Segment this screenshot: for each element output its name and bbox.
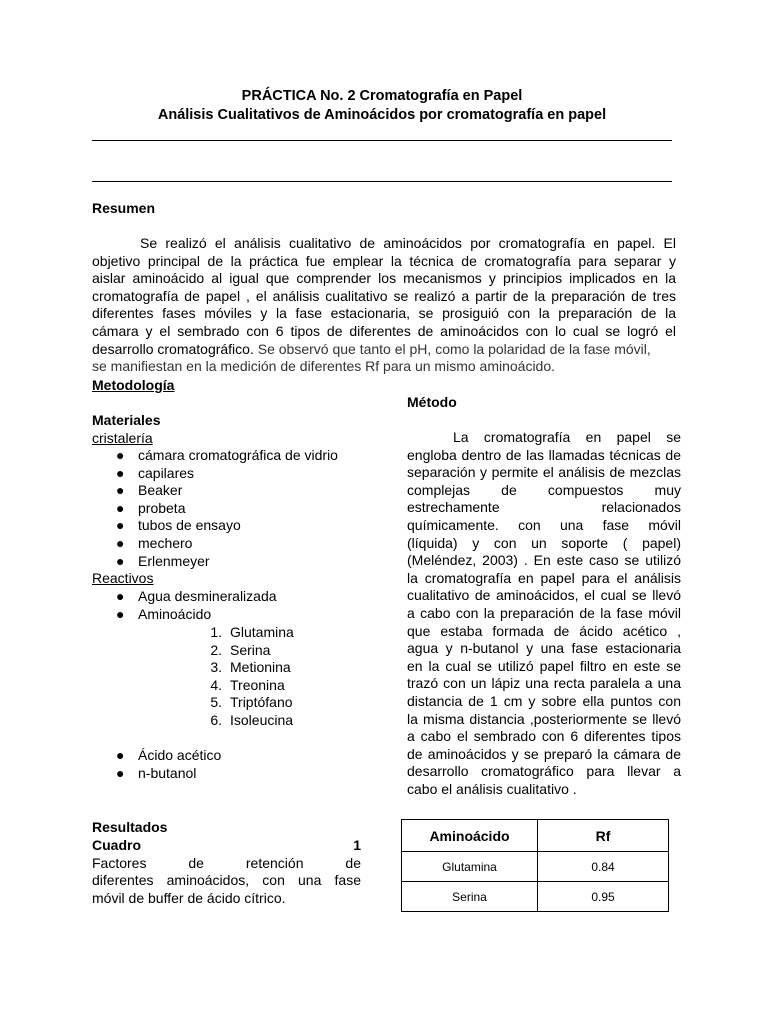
list-item <box>92 500 338 518</box>
list-item-label: Triptófano <box>230 694 293 711</box>
list-item <box>92 606 277 624</box>
list-item <box>92 747 221 765</box>
list-number: 5. <box>210 694 222 711</box>
reactivos-heading: Reactivos <box>92 570 154 586</box>
resultados-heading: Resultados <box>92 819 168 835</box>
paragraph-fragment: Se observó que tanto el pH, como la polaridad de la fase móvil, <box>253 340 651 357</box>
metodologia-heading: Metodología <box>92 377 175 393</box>
paragraph-line: la misma distancia ,posteriormente se llevó <box>407 710 681 727</box>
table-cell: Glutamina <box>402 852 538 882</box>
paragraph-line: agua y n-butanol y una fase estacionaria <box>407 640 681 657</box>
list-item <box>92 553 338 571</box>
list-item <box>92 482 338 500</box>
paragraph-line: la cromatografía en papel para el análisis <box>407 569 681 586</box>
table-cell: Serina <box>402 882 538 912</box>
resumen-heading: Resumen <box>92 200 156 216</box>
materiales-heading: Materiales <box>92 412 161 428</box>
list-item <box>92 447 338 465</box>
table-cell: 0.95 <box>538 882 669 912</box>
cuadro-label: Cuadro 1 <box>92 837 361 853</box>
paragraph-line: que estaba formada de ácido acético , <box>407 622 681 639</box>
bullet-icon: ● <box>116 747 125 763</box>
list-item-label: Ácido acético <box>138 747 222 763</box>
list-item-label: Aminoácido <box>138 605 212 622</box>
paragraph-line: químicamente. con una fase móvil <box>407 516 681 533</box>
list-item <box>200 712 294 730</box>
paragraph-line: objetivo principal de la práctica fue emplear la técnica de cromatografía para separar y <box>92 252 676 269</box>
list-item <box>200 677 294 695</box>
list-item <box>92 535 338 553</box>
aminoacidos-list <box>200 624 294 730</box>
paragraph-line: cromatografía de papel , el análisis cualitativo se realizó a partir de la preparación de tres <box>92 287 676 304</box>
paragraph-line: trazó con un lápiz una recta paralela a una <box>407 675 681 692</box>
resumen-paragraph <box>92 235 676 376</box>
bullet-icon: ● <box>116 605 125 622</box>
caption-fragment: Factores de retención de <box>92 854 361 871</box>
bullet-icon: ● <box>116 534 125 551</box>
cristaleria-list <box>92 447 338 570</box>
list-item-label: Agua desmineralizada <box>138 588 277 604</box>
paragraph-line: (Meléndez, 2003) . En este caso se utilizó <box>407 552 681 569</box>
bullet-icon: ● <box>116 499 125 516</box>
list-number: 2. <box>210 641 222 658</box>
paragraph-line: cámara y el sembrado con 6 tipos de diferentes de aminoácidos con lo cual se logró el <box>92 322 676 339</box>
list-item <box>92 765 221 783</box>
bullet-icon: ● <box>116 552 125 569</box>
list-item-label: Beaker <box>138 482 183 499</box>
list-item <box>92 588 277 606</box>
list-item <box>92 465 338 483</box>
paragraph-line: engloba dentro de las llamadas técnicas de <box>407 446 681 463</box>
table-cell: 0.84 <box>538 852 669 882</box>
bullet-icon: ● <box>116 464 125 481</box>
cristaleria-heading: cristalería <box>92 430 153 446</box>
bullet-icon: ● <box>116 588 125 604</box>
paragraph-line: aislar aminoácido al igual que comprender los mecanismos y principios implicados en la <box>92 270 676 287</box>
paragraph-line <box>92 341 676 359</box>
paragraph-line: complejas de compuestos muy <box>407 481 681 498</box>
bullet-icon: ● <box>116 482 125 499</box>
table-header-row <box>402 820 669 852</box>
list-item-label: n-butanol <box>138 764 197 781</box>
list-item-label: Erlenmeyer <box>138 552 210 569</box>
list-number: 4. <box>210 676 222 693</box>
list-item <box>200 624 294 642</box>
bullet-icon: ● <box>116 447 125 463</box>
table-row <box>402 852 669 882</box>
document-title: PRÁCTICA No. 2 Cromatografía en Papel <box>241 88 523 104</box>
table-row <box>402 882 669 912</box>
document-subtitle: Análisis Cualitativos de Aminoácidos por cromatografía en papel <box>157 107 607 123</box>
blank-rule-line <box>92 181 672 182</box>
paragraph-line: a cabo el sembrado con 6 diferentes tipos <box>407 728 681 745</box>
paragraph-line: diferentes fases móviles y la fase estacionaria, se prosiguió con la preparación de la <box>92 305 676 322</box>
metodo-heading: Método <box>407 394 457 410</box>
paragraph-line: distancia de 1 cm y sobre ella puntos con <box>407 692 681 709</box>
list-item-label: Isoleucina <box>230 711 294 728</box>
caption-line: diferentes aminoácidos, con una fase <box>92 872 361 889</box>
paragraph-line: La cromatografía en papel se <box>453 429 681 445</box>
list-item-label: capilares <box>138 464 195 481</box>
list-item <box>200 694 294 712</box>
paragraph-line: estrechamente relacionados <box>407 499 681 516</box>
list-item-label: tubos de ensayo <box>138 517 241 534</box>
caption-line <box>92 837 361 872</box>
list-item-label: Metionina <box>230 659 291 676</box>
list-item <box>92 517 338 535</box>
paragraph-line: a cabo con la preparación de la fase móvil <box>407 604 681 621</box>
reactivos-list <box>92 588 277 623</box>
metodo-paragraph <box>407 429 681 798</box>
bullet-icon: ● <box>116 517 125 534</box>
list-item <box>200 642 294 660</box>
list-number: 1. <box>210 624 222 640</box>
paragraph-line: en la cual se utilizó papel filtro en este se <box>407 657 681 674</box>
paragraph-line: separación y permite el análisis de mezclas <box>407 464 681 481</box>
blank-rule-line <box>92 140 672 141</box>
column-header-aminoacido: Aminoácido <box>402 820 538 852</box>
list-number: 3. <box>210 659 222 676</box>
list-item-label: probeta <box>138 499 186 516</box>
paragraph-fragment: desarrollo cromatográfico. <box>92 340 254 357</box>
bullet-icon: ● <box>116 764 125 781</box>
rf-table <box>401 819 669 912</box>
list-item-label: Serina <box>230 641 271 658</box>
list-number: 6. <box>210 711 222 728</box>
paragraph-line: Se realizó el análisis cualitativo de aminoácidos por cromatografía en papel. El <box>140 235 676 251</box>
caption-line: móvil de buffer de ácido cítrico. <box>92 889 286 906</box>
list-item-label: cámara cromatográfica de vidrio <box>138 447 338 463</box>
otros-reactivos-list <box>92 747 221 782</box>
paragraph-line: cabo el análisis cualitativo . <box>407 780 577 797</box>
table-caption <box>92 837 361 907</box>
column-header-rf: Rf <box>538 820 669 852</box>
list-item-label: Treonina <box>230 676 285 693</box>
paragraph-line: de aminoácidos y se preparó la cámara de <box>407 745 681 762</box>
list-item-label: Glutamina <box>230 624 294 640</box>
paragraph-line: (líquida) y con un soporte ( papel) <box>407 534 681 551</box>
list-item-label: mechero <box>138 534 193 551</box>
paragraph-line: desarrollo cromatográfico para llevar a <box>407 763 681 780</box>
paragraph-line: se manifiestan en la medición de diferentes Rf para un mismo aminoácido. <box>92 358 556 375</box>
list-item <box>200 659 294 677</box>
paragraph-line: cualitativo de aminoácidos, el cual se llevó <box>407 587 681 604</box>
